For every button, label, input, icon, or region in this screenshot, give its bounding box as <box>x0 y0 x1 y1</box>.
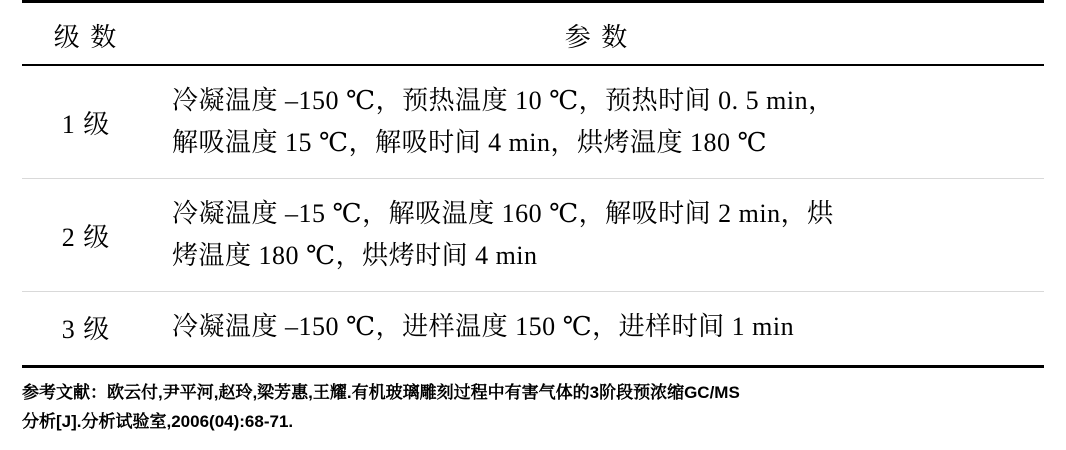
cell-params <box>150 292 1044 363</box>
reference-line: 参考文献：欧云付,尹平河,赵玲,梁芳惠,王耀.有机玻璃雕刻过程中有害气体的3阶段预浓缩GC/MS <box>22 382 740 402</box>
cell-level: 2 级 <box>22 179 150 292</box>
cell-params <box>150 179 1044 292</box>
param-line: 冷凝温度 –150 ℃，预热温度 10 ℃，预热时间 0. 5 min， <box>172 86 835 115</box>
reference-line: 分析[J].分析试验室,2006(04):68-71. <box>22 412 294 432</box>
column-header-params: 参 数 <box>150 5 1044 65</box>
cell-level: 3 级 <box>61 314 111 344</box>
table-row <box>22 65 1044 179</box>
table-row <box>22 292 1044 363</box>
column-header-level: 级 数 <box>22 5 150 65</box>
cell-level: 1 级 <box>22 65 150 179</box>
parameters-table <box>22 0 1044 363</box>
param-line: 烤温度 180 ℃，烘烤时间 4 min <box>172 241 538 271</box>
param-line: 冷凝温度 –150 ℃，进样温度 150 ℃，进样时间 1 min <box>172 312 795 342</box>
table-row <box>22 179 1044 292</box>
param-line: 解吸温度 15 ℃，解吸时间 4 min，烘烤温度 180 ℃ <box>172 128 768 158</box>
table-header-row <box>22 5 1044 65</box>
cell-params <box>150 65 1044 179</box>
reference-block <box>22 368 1044 438</box>
param-line: 冷凝温度 –15 ℃，解吸温度 160 ℃，解吸时间 2 min，烘 <box>172 199 834 229</box>
